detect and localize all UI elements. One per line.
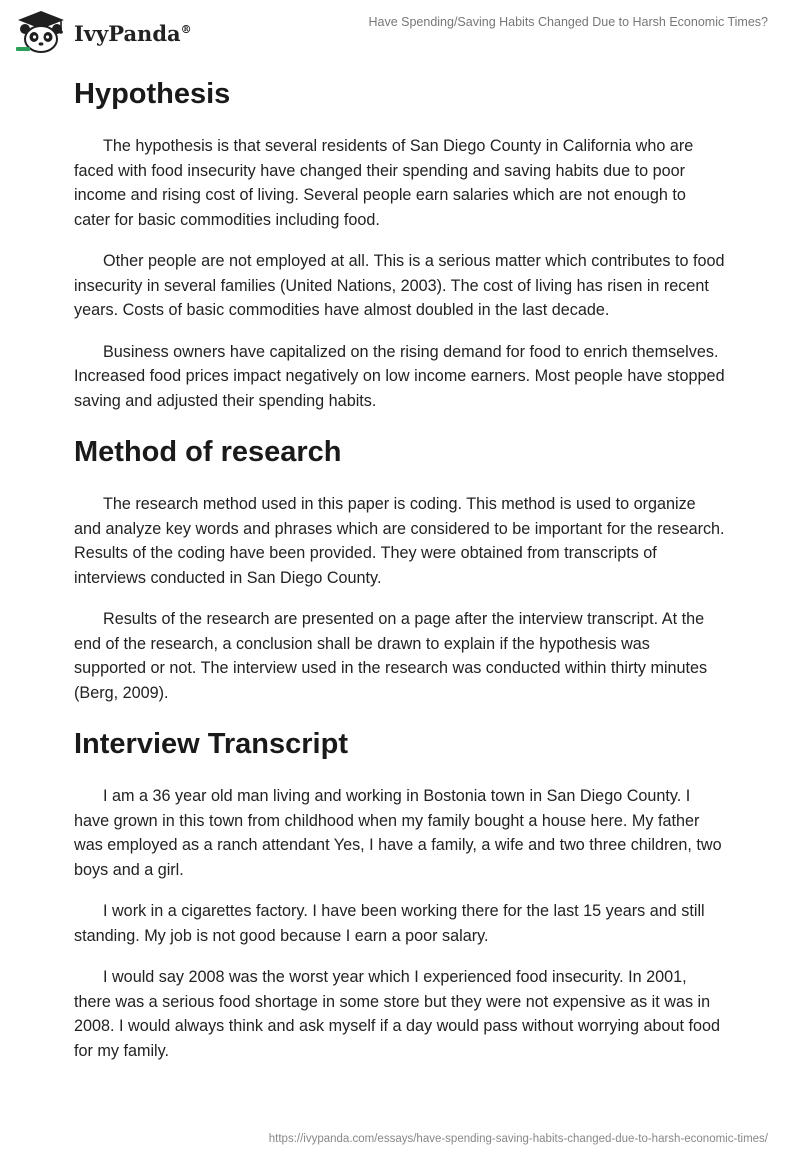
paragraph: I would say 2008 was the worst year which I experienced food insecurity. In 2001, there was a serious food shortage in some store but they were not expensive as it was in 2008. I would always think and ask myself if a day would pass without worrying about food for my family. bbox=[74, 968, 721, 1060]
document-title: Have Spending/Saving Habits Changed Due to Harsh Economic Times? bbox=[368, 15, 768, 29]
page-header bbox=[0, 0, 800, 62]
section-heading-interview: Interview Transcript bbox=[74, 728, 348, 760]
paragraph: The hypothesis is that several residents of San Diego County in California who are faced with food insecurity have changed their spending and saving habits due to poor income and rising cost of living. Several people earn salaries which are not enough to cater for basic commodities including food. bbox=[74, 137, 694, 229]
source-url-link[interactable]: https://ivypanda.com/essays/have-spending-saving-habits-changed-due-to-harsh-economic-times/ bbox=[268, 1133, 768, 1145]
paragraph: I am a 36 year old man living and working in Bostonia town in San Diego County. I have grown in this town from childhood when my family bought a house here. My father was employed as a ranch attendant Yes, I have a family, a wife and two three children, two boys and a girl. bbox=[74, 787, 722, 879]
paragraph: Business owners have capitalized on the rising demand for food to enrich themselves. Increased food prices impact negatively on low income earners. Most people have stopped saving and adjusted their spending habits. bbox=[74, 342, 725, 410]
paragraph: I work in a cigarettes factory. I have been working there for the last 15 years and still standing. My job is not good because I earn a poor salary. bbox=[74, 902, 705, 945]
paragraph: The research method used in this paper is coding. This method is used to organize and analyze key words and phrases which are considered to be important for the research. Results of the coding have been provided. They were obtained from transcripts of interviews conducted in San Diego County. bbox=[74, 495, 725, 587]
registered-mark: ® bbox=[180, 22, 192, 36]
paragraph: Results of the research are presented on a page after the interview transcript. At the end of the research, a conclusion shall be drawn to explain if the hypothesis was supported or not. The interview used in the research was conducted within thirty minutes (Berg, 2009). bbox=[74, 610, 708, 702]
logo-text: IvyPanda® bbox=[74, 20, 192, 46]
section-heading-method: Method of research bbox=[74, 436, 342, 468]
paragraph: Other people are not employed at all. This is a serious matter which contributes to food insecurity in several families (United Nations, 2003). The cost of living has risen in recent years. Costs of basic commodities have almost doubled in the last decade. bbox=[74, 252, 725, 319]
logo[interactable] bbox=[14, 9, 192, 55]
panda-logo-icon bbox=[14, 9, 68, 55]
section-heading-hypothesis: Hypothesis bbox=[74, 78, 231, 110]
article-body bbox=[74, 70, 726, 1063]
